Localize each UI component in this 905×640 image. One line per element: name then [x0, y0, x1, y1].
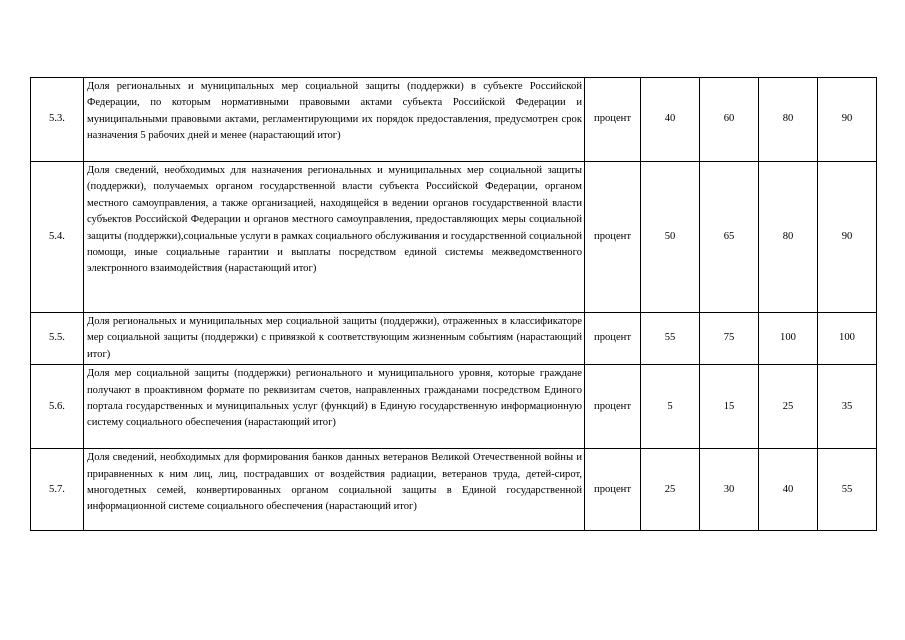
value-cell-3: 25: [759, 365, 818, 449]
indicator-description: Доля сведений, необходимых для формирования банков данных ветеранов Великой Отечественной войны и приравненных к ним лиц, лиц, пострадавших от воздействия радиации, ветеранов труда, детей-сирот, многодетных семей, конвертированных органом социальной защиты в Единой государственной информационной системе социального обеспечения (нарастающий итог): [84, 449, 585, 531]
indicator-description: Доля сведений, необходимых для назначения региональных и муниципальных мер социальной защиты (поддержки), получаемых органом государственной власти субъекта Российской Федерации, органом местного самоуправления, а также организацией, находящейся в ведении органов государственной власти субъектов Российской Федерации и органов местного самоуправления, предоставляющих меры социальной защиты (поддержки),социальные услуги в рамках социального обслуживания и государственной социальной помощи, иные социальные гарантии и выплаты посредством единой системы межведомственного электронного взаимодействия (нарастающий итог): [84, 162, 585, 313]
table-row: [31, 162, 877, 313]
indicator-description: Доля мер социальной защиты (поддержки) регионального и муниципального уровня, которые граждане получают в проактивном формате по реквизитам счетов, направленных гражданами посредством Единого портала государственных и муниципальных услуг (функций) в Единую государственную информационную систему социального обеспечения (нарастающий итог): [84, 365, 585, 449]
value-cell-4: 100: [818, 313, 877, 365]
unit-cell: процент: [585, 78, 641, 162]
indicator-description: Доля региональных и муниципальных мер социальной защиты (поддержки) в субъекте Российской Федерации, по которым нормативными правовыми актами субъекта Российской Федерации и муниципальными правовыми актами, регламентирующими их порядок предоставления, предусмотрен срок назначения 5 рабочих дней и менее (нарастающий итог): [84, 78, 585, 162]
value-cell-2: 15: [700, 365, 759, 449]
indicators-table: [30, 77, 877, 531]
value-cell-2: 60: [700, 78, 759, 162]
table-row: [31, 449, 877, 531]
value-cell-4: 35: [818, 365, 877, 449]
value-cell-1: 40: [641, 78, 700, 162]
value-cell-3: 40: [759, 449, 818, 531]
value-cell-3: 100: [759, 313, 818, 365]
value-cell-2: 30: [700, 449, 759, 531]
unit-cell: процент: [585, 162, 641, 313]
row-number: 5.5.: [31, 313, 84, 365]
value-cell-1: 55: [641, 313, 700, 365]
value-cell-3: 80: [759, 78, 818, 162]
row-number: 5.3.: [31, 78, 84, 162]
value-cell-4: 55: [818, 449, 877, 531]
value-cell-1: 50: [641, 162, 700, 313]
unit-cell: процент: [585, 365, 641, 449]
row-number: 5.7.: [31, 449, 84, 531]
table-row: [31, 365, 877, 449]
value-cell-3: 80: [759, 162, 818, 313]
value-cell-1: 5: [641, 365, 700, 449]
indicator-description: Доля региональных и муниципальных мер социальной защиты (поддержки), отраженных в классификаторе мер социальной защиты (поддержки) с привязкой к соответствующим жизненным событиям (нарастающий итог): [84, 313, 585, 365]
value-cell-4: 90: [818, 162, 877, 313]
value-cell-2: 75: [700, 313, 759, 365]
unit-cell: процент: [585, 449, 641, 531]
value-cell-1: 25: [641, 449, 700, 531]
unit-cell: процент: [585, 313, 641, 365]
row-number: 5.6.: [31, 365, 84, 449]
table-row: [31, 313, 877, 365]
row-number: 5.4.: [31, 162, 84, 313]
table-row: [31, 78, 877, 162]
value-cell-4: 90: [818, 78, 877, 162]
value-cell-2: 65: [700, 162, 759, 313]
